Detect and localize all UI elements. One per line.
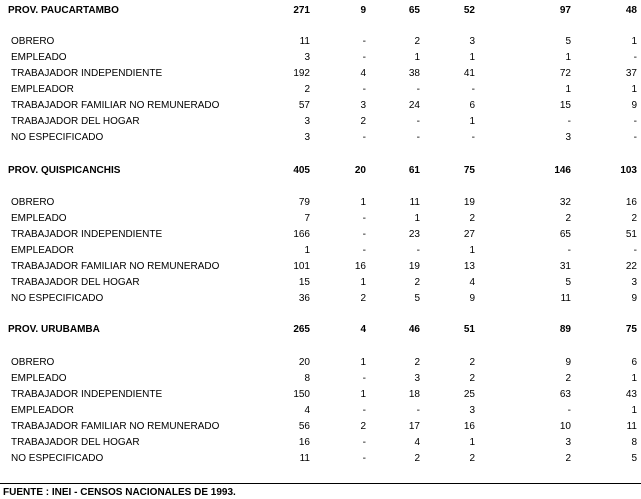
value-cell: 36	[298, 293, 310, 304]
value-cell: 37	[625, 68, 637, 79]
value-cell: -	[416, 132, 420, 143]
value-cell: 11	[409, 197, 420, 208]
value-cell: -	[362, 229, 366, 240]
table-row	[0, 243, 641, 259]
value-cell: 2	[414, 36, 420, 47]
value-cell: 2	[469, 373, 475, 384]
total-cell: 146	[554, 165, 571, 176]
value-cell: -	[362, 52, 366, 63]
value-cell: 2	[414, 277, 420, 288]
total-cell: 20	[354, 165, 366, 176]
value-cell: 2	[565, 453, 571, 464]
value-cell: 32	[559, 197, 571, 208]
row-label: NO ESPECIFICADO	[11, 453, 104, 464]
row-label: OBRERO	[11, 36, 55, 47]
value-cell: 3	[469, 405, 475, 416]
total-cell: 405	[293, 165, 310, 176]
value-cell: 6	[469, 100, 475, 111]
row-label: OBRERO	[11, 357, 55, 368]
total-cell: 271	[293, 5, 310, 16]
table-row	[0, 211, 641, 227]
value-cell: 3	[414, 373, 420, 384]
value-cell: 2	[360, 116, 366, 127]
value-cell: 41	[463, 68, 475, 79]
value-cell: 1	[360, 357, 366, 368]
table-row	[0, 66, 641, 82]
value-cell: 8	[304, 373, 310, 384]
value-cell: 3	[469, 36, 475, 47]
value-cell: 11	[626, 421, 637, 432]
value-cell: 20	[298, 357, 310, 368]
value-cell: 10	[559, 421, 571, 432]
source-note: FUENTE : INEI - CENSOS NACIONALES DE 1993.	[3, 487, 236, 498]
value-cell: 166	[293, 229, 310, 240]
table-row	[0, 82, 641, 98]
value-cell: 3	[565, 132, 571, 143]
value-cell: -	[362, 245, 366, 256]
value-cell: -	[471, 84, 475, 95]
value-cell: 2	[631, 213, 637, 224]
table-row	[0, 34, 641, 50]
province-rows-quispicanchis	[0, 195, 641, 307]
table-row	[0, 371, 641, 387]
total-cell: 97	[559, 5, 571, 16]
value-cell: 1	[631, 84, 637, 95]
province-header-row	[0, 322, 641, 338]
table-row	[0, 275, 641, 291]
row-label: TRABAJADOR FAMILIAR NO REMUNERADO	[11, 261, 220, 272]
value-cell: 43	[625, 389, 637, 400]
value-cell: 101	[293, 261, 310, 272]
total-cell: 48	[625, 5, 637, 16]
province-title: PROV. PAUCARTAMBO	[8, 5, 119, 16]
row-label: NO ESPECIFICADO	[11, 132, 104, 143]
value-cell: 25	[463, 389, 475, 400]
value-cell: 2	[304, 84, 310, 95]
value-cell: 22	[625, 261, 637, 272]
value-cell: 3	[304, 132, 310, 143]
value-cell: 8	[631, 437, 637, 448]
value-cell: 57	[298, 100, 310, 111]
value-cell: -	[471, 132, 475, 143]
table-row	[0, 227, 641, 243]
value-cell: -	[567, 245, 571, 256]
value-cell: 11	[299, 36, 310, 47]
value-cell: 5	[565, 277, 571, 288]
value-cell: 1	[469, 52, 475, 63]
total-cell: 89	[559, 324, 571, 335]
table-row	[0, 435, 641, 451]
value-cell: -	[362, 132, 366, 143]
table-row	[0, 419, 641, 435]
table-row	[0, 387, 641, 403]
value-cell: -	[362, 213, 366, 224]
value-cell: 2	[469, 453, 475, 464]
value-cell: 9	[631, 293, 637, 304]
table-row	[0, 50, 641, 66]
value-cell: -	[633, 132, 637, 143]
value-cell: 2	[360, 421, 366, 432]
value-cell: 24	[408, 100, 420, 111]
row-label: TRABAJADOR DEL HOGAR	[11, 437, 140, 448]
footer-divider	[0, 483, 641, 484]
value-cell: 5	[631, 453, 637, 464]
value-cell: 1	[565, 84, 571, 95]
total-cell: 103	[620, 165, 637, 176]
value-cell: -	[633, 116, 637, 127]
province-rows-paucartambo	[0, 34, 641, 146]
value-cell: 1	[565, 52, 571, 63]
total-cell: 65	[408, 5, 420, 16]
value-cell: 1	[469, 245, 475, 256]
value-cell: 19	[408, 261, 420, 272]
total-cell: 9	[360, 5, 366, 16]
value-cell: 79	[298, 197, 310, 208]
total-cell: 52	[463, 5, 475, 16]
row-label: EMPLEADOR	[11, 84, 74, 95]
value-cell: -	[362, 373, 366, 384]
value-cell: 2	[469, 213, 475, 224]
value-cell: 1	[304, 245, 310, 256]
value-cell: 1	[631, 373, 637, 384]
total-cell: 4	[360, 324, 366, 335]
table-row	[0, 259, 641, 275]
row-label: TRABAJADOR INDEPENDIENTE	[11, 68, 163, 79]
province-section-urubamba	[0, 322, 641, 338]
province-header-row	[0, 3, 641, 19]
total-cell: 75	[463, 165, 475, 176]
value-cell: 15	[559, 100, 571, 111]
value-cell: 18	[408, 389, 420, 400]
value-cell: 19	[463, 197, 475, 208]
province-section-paucartambo	[0, 3, 641, 19]
value-cell: 31	[559, 261, 571, 272]
row-label: EMPLEADO	[11, 213, 67, 224]
value-cell: 2	[565, 213, 571, 224]
value-cell: -	[362, 36, 366, 47]
value-cell: 23	[408, 229, 420, 240]
value-cell: 4	[414, 437, 420, 448]
value-cell: -	[567, 405, 571, 416]
value-cell: 72	[559, 68, 571, 79]
province-rows-urubamba	[0, 355, 641, 467]
value-cell: 2	[469, 357, 475, 368]
value-cell: 9	[631, 100, 637, 111]
table-row	[0, 451, 641, 467]
value-cell: 15	[298, 277, 310, 288]
value-cell: 2	[414, 357, 420, 368]
row-label: EMPLEADO	[11, 373, 67, 384]
province-title: PROV. URUBAMBA	[8, 324, 100, 335]
value-cell: -	[362, 437, 366, 448]
value-cell: 2	[360, 293, 366, 304]
value-cell: -	[567, 116, 571, 127]
value-cell: 63	[559, 389, 571, 400]
value-cell: 1	[414, 213, 420, 224]
value-cell: 17	[408, 421, 420, 432]
value-cell: -	[633, 245, 637, 256]
value-cell: 9	[565, 357, 571, 368]
row-label: EMPLEADOR	[11, 405, 74, 416]
table-row	[0, 355, 641, 371]
table-row	[0, 291, 641, 307]
value-cell: -	[416, 245, 420, 256]
value-cell: -	[362, 453, 366, 464]
value-cell: 11	[299, 453, 310, 464]
value-cell: 27	[463, 229, 475, 240]
total-cell: 46	[408, 324, 420, 335]
value-cell: -	[362, 84, 366, 95]
total-cell: 75	[625, 324, 637, 335]
value-cell: 11	[560, 293, 571, 304]
value-cell: 4	[360, 68, 366, 79]
value-cell: 65	[559, 229, 571, 240]
value-cell: 56	[298, 421, 310, 432]
value-cell: -	[416, 84, 420, 95]
value-cell: 150	[293, 389, 310, 400]
value-cell: 1	[469, 437, 475, 448]
value-cell: 2	[565, 373, 571, 384]
table-row	[0, 195, 641, 211]
value-cell: 7	[304, 213, 310, 224]
province-section-quispicanchis	[0, 163, 641, 179]
value-cell: 16	[354, 261, 366, 272]
total-cell: 265	[293, 324, 310, 335]
row-label: NO ESPECIFICADO	[11, 293, 104, 304]
value-cell: 1	[360, 197, 366, 208]
value-cell: 5	[565, 36, 571, 47]
row-label: TRABAJADOR FAMILIAR NO REMUNERADO	[11, 421, 220, 432]
value-cell: 2	[414, 453, 420, 464]
province-title: PROV. QUISPICANCHIS	[8, 165, 121, 176]
value-cell: 13	[463, 261, 475, 272]
table-row	[0, 98, 641, 114]
value-cell: -	[416, 405, 420, 416]
total-cell: 61	[408, 165, 420, 176]
value-cell: 16	[625, 197, 637, 208]
value-cell: 4	[469, 277, 475, 288]
row-label: EMPLEADOR	[11, 245, 74, 256]
row-label: TRABAJADOR DEL HOGAR	[11, 277, 140, 288]
row-label: TRABAJADOR INDEPENDIENTE	[11, 229, 163, 240]
value-cell: -	[633, 52, 637, 63]
province-header-row	[0, 163, 641, 179]
row-label: OBRERO	[11, 197, 55, 208]
value-cell: 3	[631, 277, 637, 288]
value-cell: -	[416, 116, 420, 127]
value-cell: 1	[414, 52, 420, 63]
value-cell: 4	[304, 405, 310, 416]
value-cell: 9	[469, 293, 475, 304]
value-cell: 51	[625, 229, 637, 240]
table-row	[0, 130, 641, 146]
value-cell: 5	[414, 293, 420, 304]
total-cell: 51	[463, 324, 475, 335]
value-cell: 3	[304, 52, 310, 63]
value-cell: 38	[408, 68, 420, 79]
value-cell: -	[362, 405, 366, 416]
value-cell: 192	[293, 68, 310, 79]
value-cell: 1	[360, 389, 366, 400]
table-row	[0, 114, 641, 130]
value-cell: 1	[631, 36, 637, 47]
value-cell: 6	[631, 357, 637, 368]
value-cell: 3	[360, 100, 366, 111]
row-label: TRABAJADOR FAMILIAR NO REMUNERADO	[11, 100, 220, 111]
value-cell: 1	[469, 116, 475, 127]
row-label: EMPLEADO	[11, 52, 67, 63]
value-cell: 3	[304, 116, 310, 127]
row-label: TRABAJADOR DEL HOGAR	[11, 116, 140, 127]
value-cell: 3	[565, 437, 571, 448]
value-cell: 16	[298, 437, 310, 448]
value-cell: 16	[463, 421, 475, 432]
row-label: TRABAJADOR INDEPENDIENTE	[11, 389, 163, 400]
value-cell: 1	[631, 405, 637, 416]
table-row	[0, 403, 641, 419]
value-cell: 1	[360, 277, 366, 288]
